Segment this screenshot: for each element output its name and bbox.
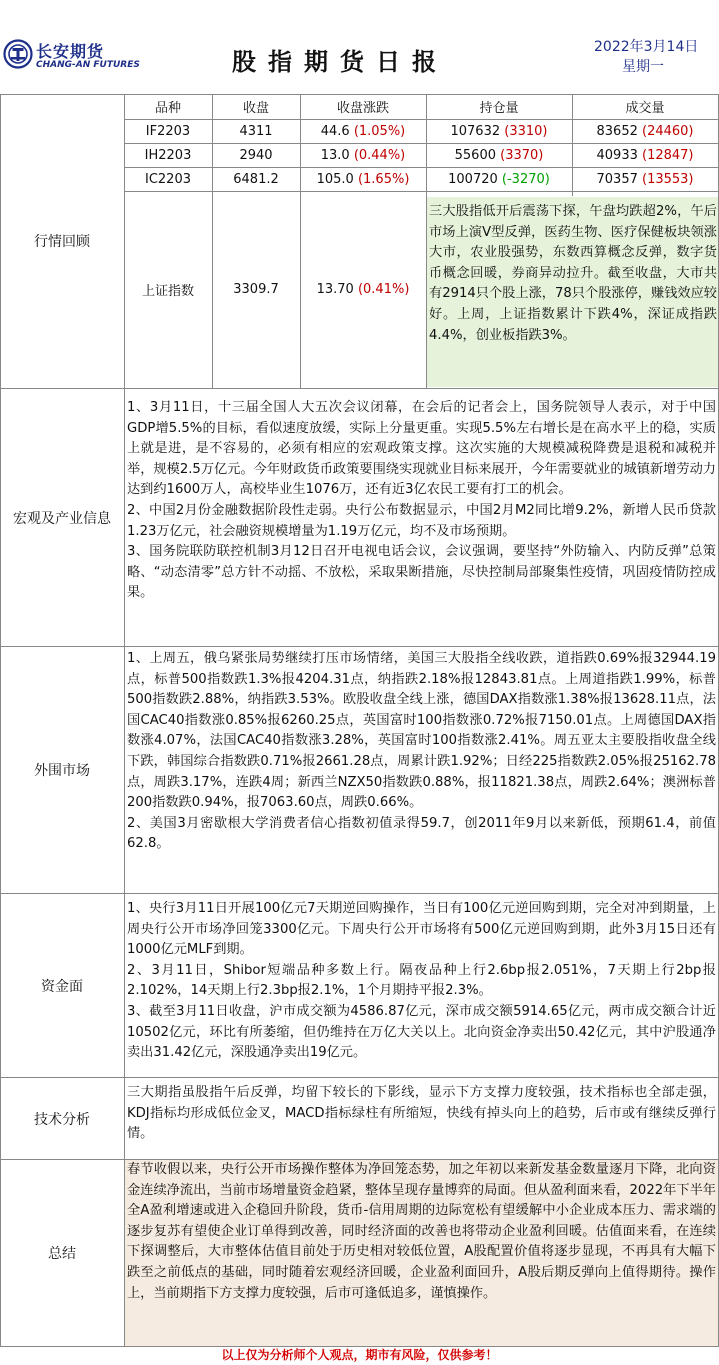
table-cell-change bbox=[300, 143, 426, 167]
volume-change: (13553) bbox=[642, 171, 694, 187]
disclaimer-footer: 以上仅为分析师个人观点，期市有风险，仅供参考！ bbox=[221, 1348, 498, 1362]
volume-value: 83652 bbox=[596, 123, 638, 139]
table-cell-contract: IH2203 bbox=[144, 147, 192, 163]
change-value: 44.6 bbox=[320, 123, 350, 139]
column-header: 持仓量 bbox=[479, 101, 519, 116]
column-header: 收盘涨跌 bbox=[336, 101, 389, 116]
company-logo-icon bbox=[3, 39, 33, 69]
table-cell-oi bbox=[426, 167, 572, 191]
table-cell-change bbox=[300, 167, 426, 191]
index-change-value: 13.70 bbox=[316, 282, 354, 297]
column-header: 品种 bbox=[154, 101, 181, 116]
table-cell-change bbox=[300, 119, 426, 143]
table-cell-close: 6481.2 bbox=[233, 171, 279, 187]
change-pct: (1.65%) bbox=[357, 171, 410, 187]
section-label-technical: 技术分析 bbox=[34, 1111, 90, 1128]
volume-change: (12847) bbox=[642, 147, 694, 163]
funds-text: 1、央行3月11日开展100亿元7天期逆回购操作，当日有100亿元逆回购到期，完全对冲到期量，上周央行公开市场净回笼3300亿元。下周央行公开市场将有500亿元逆回购到期，此外3月15日还有1000亿元MLF到期。 2、3月11日，Shibor短端品种多数上行。隔夜品种上行2.6bp报2.051%，7天期上行2bp报2.102%，14天期上行2.3bp报2.1%，1个月期持平报2.3%。 3、截至3月11日收盘，沪市成交额为4586.87亿元，深市成交额5914.65亿元，两市成交额合计近10502亿元，环比有所萎缩，但仍维持在万亿大关以上。北向资金净卖出50.42亿元，其中沪股通净卖出31.42亿元，深股通净卖出19亿元。 bbox=[127, 901, 716, 1061]
oi-change: (3310) bbox=[504, 123, 548, 139]
section-label-market-review: 行情回顾 bbox=[34, 234, 90, 250]
oi-change: (3370) bbox=[500, 147, 544, 163]
table-cell-close: 4311 bbox=[239, 123, 273, 139]
table-cell-volume bbox=[572, 167, 718, 191]
company-name-en: CHANG-AN FUTURES bbox=[36, 60, 140, 70]
section-label-summary: 总结 bbox=[48, 1246, 76, 1262]
change-value: 13.0 bbox=[320, 147, 350, 163]
table-cell-contract: IF2203 bbox=[145, 123, 191, 139]
column-header: 成交量 bbox=[625, 101, 665, 116]
section-label-macro: 宏观及产业信息 bbox=[13, 510, 111, 527]
oi-value: 100720 bbox=[448, 171, 498, 187]
table-cell-oi bbox=[426, 143, 572, 167]
volume-value: 70357 bbox=[596, 171, 638, 187]
index-change-pct: (0.41%) bbox=[357, 282, 410, 297]
table-cell-close: 2940 bbox=[239, 147, 273, 163]
overseas-text: 1、上周五，俄乌紧张局势继续打压市场情绪，美国三大股指全线收跌，道指跌0.69%报32944.19点，标普500指数跌1.3%报4204.31点，纳指跌2.18%报12843.81点。上周道指跌1.99%，标普500指数跌2.88%，纳指跌3.53%。欧股收盘全线上涨，德国DAX指数涨1.38%报13628.11点，法国CAC40指数涨0.85%报6260.25点，英国富时100指数涨0.72%报7150.01点。上周德国DAX指数涨4.07%，法国CAC40指数涨3.28%，英国富时100指数涨2.41%。周五亚太主要股指收盘全线下跌，韩国综合指数跌0.71%报2661.28点，周累计跌1.92%；日经225指数跌2.05%报25162.78点，周跌3.17%，连跌4周；新西兰NZX50指数跌0.88%，报11821.38点，周跌2.64%；澳洲标普200指数跌0.94%，报7063.60点，周跌0.66%。 2、美国3月密歇根大学消费者信心指数初值录得59.7，创2011年9月以来新低，预期61.4，前值62.8。 bbox=[127, 651, 716, 852]
section-label-overseas: 外围市场 bbox=[34, 763, 90, 779]
summary-text: 春节收假以来，央行公开市场操作整体为净回笼态势，加之年初以来新发基金数量逐月下降，北向资金连续净流出，当前市场增量资金趋紧，整体呈现存量博弈的局面。但从盈利面来看，2022年下半年全A盈利增速或进入企稳回升阶段，货币-信用周期的边际宽松有望缓解中小企业成本压力、需求端的逐步复苏有望使企业订单得到改善，同时经济面的改善也将带动企业盈利回暖。估值面来看，在连续下探调整后，大市整体估值目前处于历史相对较低位置，A股配置价值将逐步显现，不再具有大幅下跌至之前低点的基础，同时随着宏观经济回暖，企业盈利面回升，A股后期反弹向上值得期待。操作上，当前期指下方支撑力度较强，后市可逢低追多，谨慎操作。 bbox=[127, 1162, 716, 1301]
market-comment-box bbox=[426, 197, 718, 387]
table-cell-oi bbox=[426, 119, 572, 143]
oi-value: 55600 bbox=[454, 147, 496, 163]
change-pct: (1.05%) bbox=[353, 123, 406, 139]
volume-value: 40933 bbox=[596, 147, 638, 163]
macro-text: 1、3月11日，十三届全国人大五次会议闭幕，在会后的记者会上，国务院领导人表示，对于中国GDP增5.5%的目标，看似速度放缓，实际上分量更重。实现5.5%左右增长是在高水平上的稳，实质上就是进，是不容易的，必须有相应的宏观政策支撑。这次实施的大规模减税降费是退税和减税并举，规模2.5万亿元。今年财政货币政策要围绕实现就业目标来展开，今年需要就业的城镇新增劳动力达到约1600万人，高校毕业生1076万，还有近3亿农民工要有打工的机会。 2、中国2月份金融数据阶段性走弱。央行公布数据显示，中国2月M2同比增9.2%，新增人民币贷款1.23万亿元，社会融资规模增量为1.19万亿元，均不及市场预期。 3、国务院联防联控机制3月12日召开电视电话会议，会议强调，要坚持“外防输入、内防反弹”总策略、“动态清零”总方针不动摇、不放松，采取果断措施，尽快控制局部聚集性疫情，巩固疫情防控成果。 bbox=[127, 400, 716, 601]
report-date: 2022年3月14日 bbox=[594, 39, 699, 55]
index-close: 3309.7 bbox=[233, 282, 279, 297]
technical-text: 三大期指虽股指午后反弹，均留下较长的下影线，显示下方支撑力度较强，技术指标也全部走强，KDJ指标均形成低位金叉，MACD指标绿柱有所缩短，快线有掉头向上的趋势，后市或有继续反弹行情。 bbox=[127, 1085, 716, 1142]
volume-change: (24460) bbox=[642, 123, 694, 139]
section-label-funds: 资金面 bbox=[41, 978, 83, 995]
column-header: 收盘 bbox=[242, 101, 269, 116]
report-weekday: 星期一 bbox=[622, 59, 664, 75]
index-change bbox=[300, 191, 426, 388]
table-cell-contract: IC2203 bbox=[145, 171, 191, 187]
report-header bbox=[0, 0, 719, 95]
oi-change: (-3270) bbox=[501, 171, 550, 187]
table-cell-volume bbox=[572, 119, 718, 143]
report-title: 股指期货日报 bbox=[232, 48, 448, 76]
table-cell-volume bbox=[572, 143, 718, 167]
change-pct: (0.44%) bbox=[353, 147, 406, 163]
oi-value: 107632 bbox=[450, 123, 501, 139]
change-value: 105.0 bbox=[316, 171, 354, 187]
index-name: 上证指数 bbox=[141, 284, 194, 299]
market-comment-text: 三大股指低开后震荡下探，午盘均跌超2%，午后市场上演V型反弹，医药生物、医疗保健板块领涨大市，农业股强势，东数西算概念反弹，数字货币概念回暖，券商异动拉升。截至收盘，大市共有2914只个股上涨，78只个股涨停，赚钱效应较好。上周，上证指数累计下跌4%，深证成指跌4.4%，创业板指跌3%。 bbox=[429, 204, 717, 343]
company-name-cn: 长安期货 bbox=[36, 42, 105, 61]
